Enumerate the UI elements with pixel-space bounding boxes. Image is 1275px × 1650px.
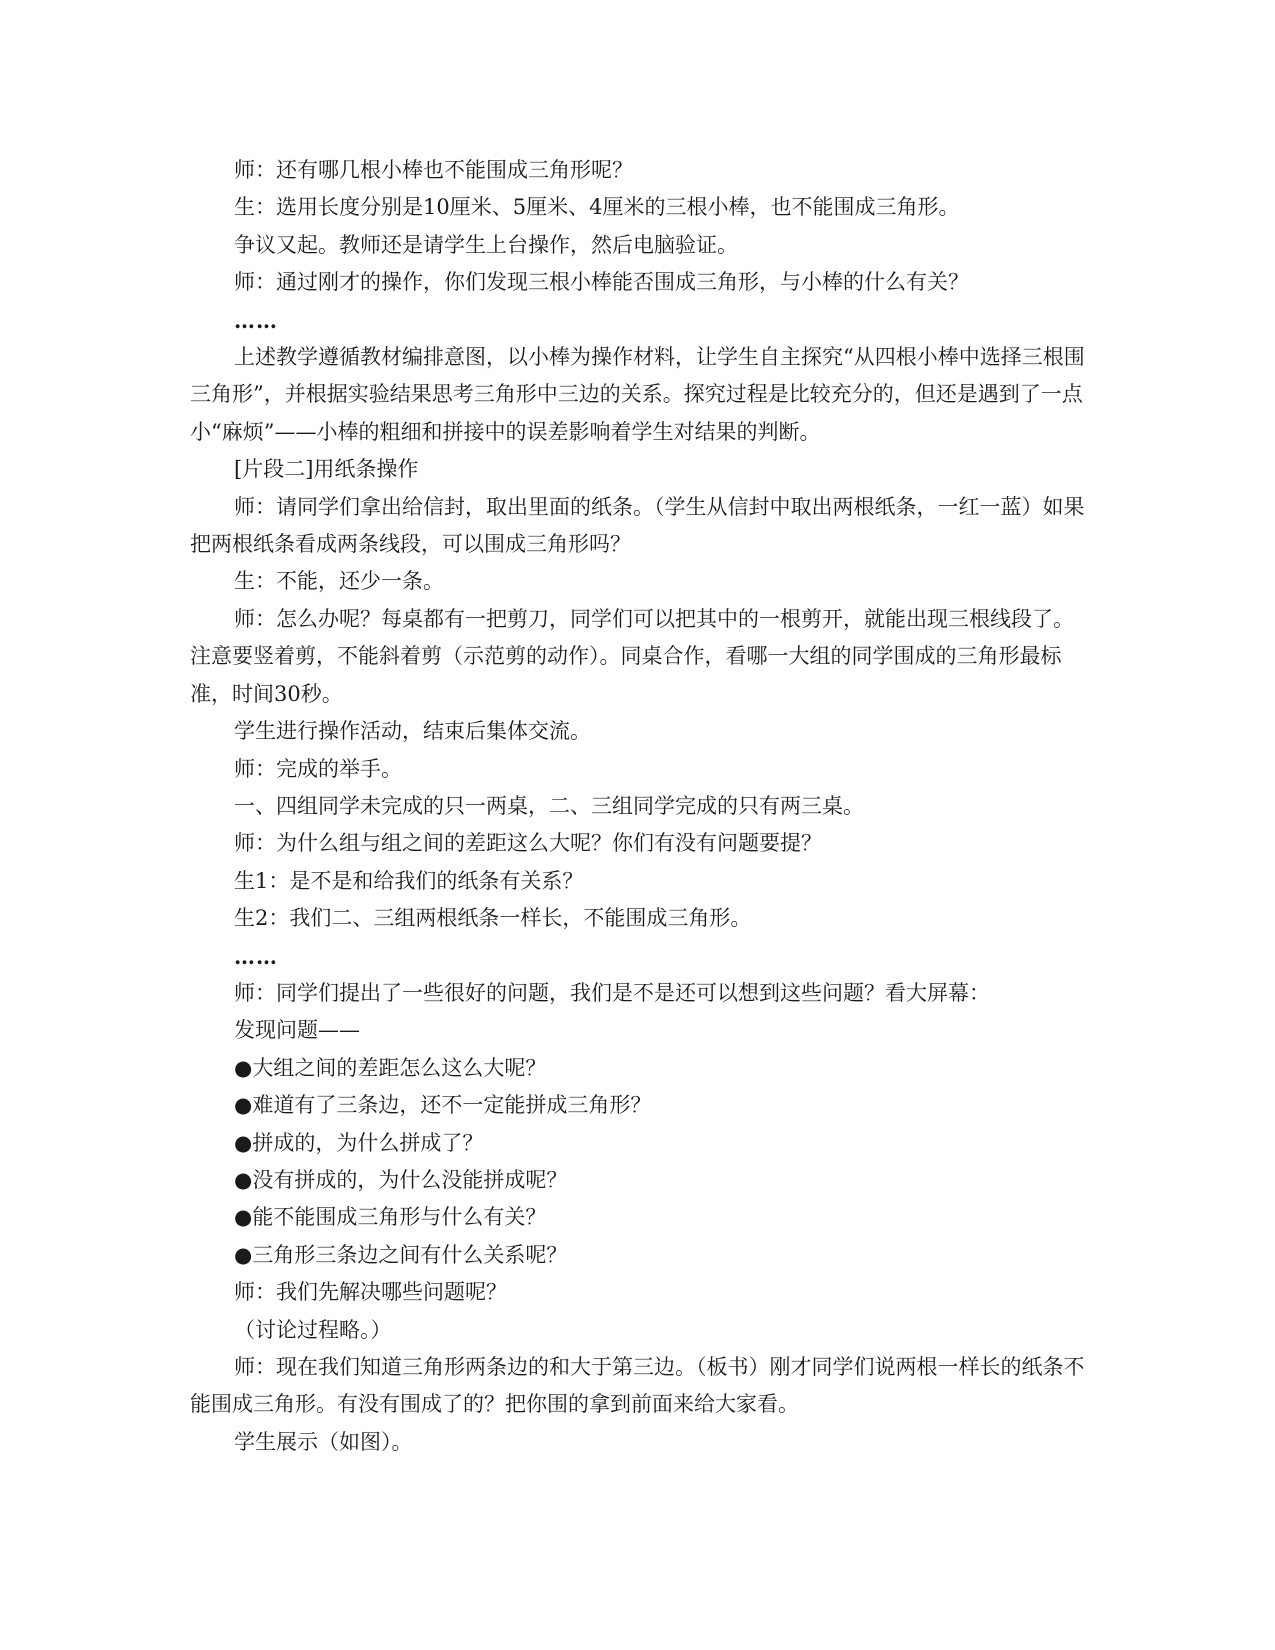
paragraph: 师：同学们提出了一些很好的问题，我们是不是还可以想到这些问题？看大屏幕： xyxy=(234,980,990,1005)
bullet-item: ●能不能围成三角形与什么有关？ xyxy=(234,1205,547,1230)
bullet-item: ●难道有了三条边，还不一定能拼成三角形？ xyxy=(234,1093,652,1118)
paragraph: 生1：是不是和给我们的纸条有关系？ xyxy=(234,868,584,893)
paragraph: 师：为什么组与组之间的差距这么大呢？你们有没有问题要提？ xyxy=(234,831,822,856)
paragraph: 生：不能，还少一条。 xyxy=(234,569,444,594)
ellipsis-line: …… xyxy=(234,943,278,969)
paragraph: 争议又起。教师还是请学生上台操作，然后电脑验证。 xyxy=(234,232,738,257)
bullet-item: ●没有拼成的，为什么没能拼成呢？ xyxy=(234,1167,568,1192)
paragraph: 师：怎么办呢？每桌都有一把剪刀，同学们可以把其中的一根剪开，就能出现三根线段了。注意要竖着剪，不能斜着剪（示范剪的动作）。同桌合作，看哪一大组的同学围成的三角形最标准，时间30秒。 xyxy=(190,606,1074,706)
paragraph: 一、四组同学未完成的只一两桌，二、三组同学完成的只有两三桌。 xyxy=(234,793,864,818)
paragraph: 学生进行操作活动，结束后集体交流。 xyxy=(234,719,591,744)
paragraph: 师：现在我们知道三角形两条边的和大于第三边。（板书）刚才同学们说两根一样长的纸条不能围成三角形。有没有围成了的？把你围的拿到前面来给大家看。 xyxy=(190,1355,1085,1417)
bullet-item: ●三角形三条边之间有什么关系呢？ xyxy=(234,1242,568,1267)
paragraph: 发现问题—— xyxy=(234,1018,360,1043)
paragraph: 上述教学遵循教材编排意图，以小棒为操作材料，让学生自主探究“从四根小棒中选择三根围三角形”，并根据实验结果思考三角形中三边的关系。探究过程是比较充分的，但还是遇到了一点小“麻烦”——小棒的粗细和拼接中的误差影响着学生对结果的判断。 xyxy=(190,345,1085,444)
paragraph: （讨论过程略。） xyxy=(234,1317,392,1342)
bullet-item: ●大组之间的差距怎么这么大呢？ xyxy=(234,1055,547,1080)
paragraph: 师：还有哪几根小棒也不能围成三角形呢？ xyxy=(234,158,633,182)
document-body xyxy=(190,152,1085,1461)
paragraph: 师：完成的举手。 xyxy=(234,756,402,781)
paragraph: 学生展示（如图）。 xyxy=(234,1429,413,1454)
paragraph: 师：我们先解决哪些问题呢？ xyxy=(234,1280,507,1305)
paragraph: 师：通过刚才的操作，你们发现三根小棒能否围成三角形，与小棒的什么有关？ xyxy=(234,270,969,295)
paragraph: 师：请同学们拿出给信封，取出里面的纸条。（学生从信封中取出两根纸条，一红一蓝）如果把两根纸条看成两条线段，可以围成三角形吗？ xyxy=(190,494,1085,557)
paragraph: 生2：我们二、三组两根纸条一样长，不能围成三角形。 xyxy=(234,906,752,931)
section-heading: [片段二]用纸条操作 xyxy=(234,457,419,482)
paragraph: 生：选用长度分别是10厘米、5厘米、4厘米的三根小棒，也不能围成三角形。 xyxy=(234,195,960,220)
ellipsis-line: …… xyxy=(234,307,278,333)
bullet-item: ●拼成的，为什么拼成了？ xyxy=(234,1130,484,1155)
